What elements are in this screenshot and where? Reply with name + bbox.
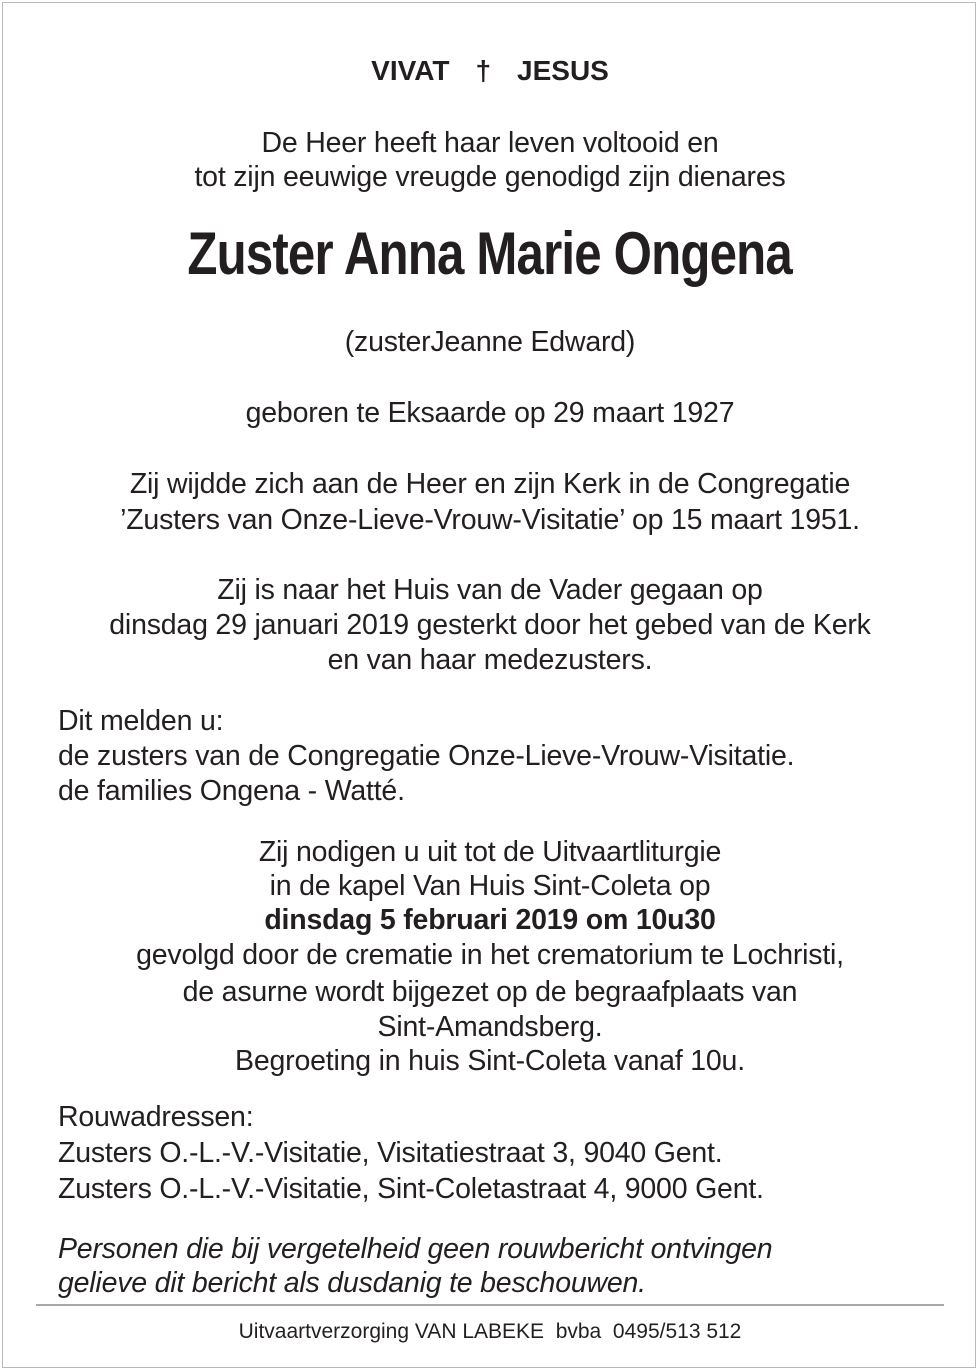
address-line-1: Zusters O.-L.-V.-Visitatie, Visitatiestraat 3, 9040 Gent. bbox=[58, 1137, 723, 1169]
address-line-2: Zusters O.-L.-V.-Visitatie, Sint-Coletastraat 4, 9000 Gent. bbox=[58, 1173, 764, 1205]
funeral-line-2: in de kapel Van Huis Sint-Coleta op bbox=[269, 870, 711, 902]
funeral-date: dinsdag 5 februari 2019 om 10u30 bbox=[264, 904, 716, 936]
announcers-line-1: de zusters van de Congregatie Onze-Lieve-Vrouw-Visitatie. bbox=[58, 740, 795, 772]
consecration-line-2: ’Zusters van Onze-Lieve-Vrouw-Visitatie’ op 15 maart 1951. bbox=[120, 504, 860, 536]
notice-line-2: gelieve dit bericht als dusdanig te beschouwen. bbox=[58, 1267, 646, 1299]
deceased-name-text: Zuster Anna Marie Ongena bbox=[187, 220, 793, 287]
intro-line-2: tot zijn eeuwige vreugde genodigd zijn dienares bbox=[194, 161, 786, 193]
footer-undertaker: Uitvaartverzorging VAN LABEKE bvba 0495/513 512 bbox=[238, 1320, 742, 1343]
funeral-line-1: Zij nodigen u uit tot de Uitvaartliturgie bbox=[258, 836, 722, 868]
intro-line-1: De Heer heeft haar leven voltooid en bbox=[261, 127, 719, 159]
consecration-line-1: Zij wijdde zich aan de Heer en zijn Kerk in de Congregatie bbox=[129, 468, 851, 500]
passing-line-1: Zij is naar het Huis van de Vader gegaan op bbox=[217, 574, 763, 606]
religious-name: (zusterJeanne Edward) bbox=[344, 326, 636, 358]
passing-line-3: en van haar medezusters. bbox=[327, 644, 653, 676]
header-vivat-jesus bbox=[0, 54, 980, 88]
funeral-line-5: de asurne wordt bijgezet op de begraafplaats van bbox=[182, 976, 798, 1008]
funeral-line-4: gevolgd door de crematie in het crematorium te Lochristi, bbox=[136, 939, 844, 971]
announcers-heading: Dit melden u: bbox=[58, 705, 224, 737]
passing-line-2: dinsdag 29 januari 2019 gesterkt door het gebed van de Kerk bbox=[109, 609, 871, 641]
addresses-heading: Rouwadressen: bbox=[58, 1101, 254, 1133]
header-vivat: VIVAT bbox=[371, 55, 450, 86]
funeral-line-7: Begroeting in huis Sint-Coleta vanaf 10u. bbox=[235, 1045, 745, 1077]
footer-divider bbox=[36, 1304, 944, 1306]
cross-icon: † bbox=[475, 55, 492, 86]
funeral-line-6: Sint-Amandsberg. bbox=[377, 1011, 603, 1043]
notice-line-1: Personen die bij vergetelheid geen rouwbericht ontvingen bbox=[58, 1233, 773, 1265]
header-jesus: JESUS bbox=[517, 55, 609, 86]
announcers-line-2: de families Ongena - Watté. bbox=[58, 775, 405, 807]
deceased-name bbox=[0, 218, 980, 290]
birth-line: geboren te Eksaarde op 29 maart 1927 bbox=[245, 397, 735, 429]
